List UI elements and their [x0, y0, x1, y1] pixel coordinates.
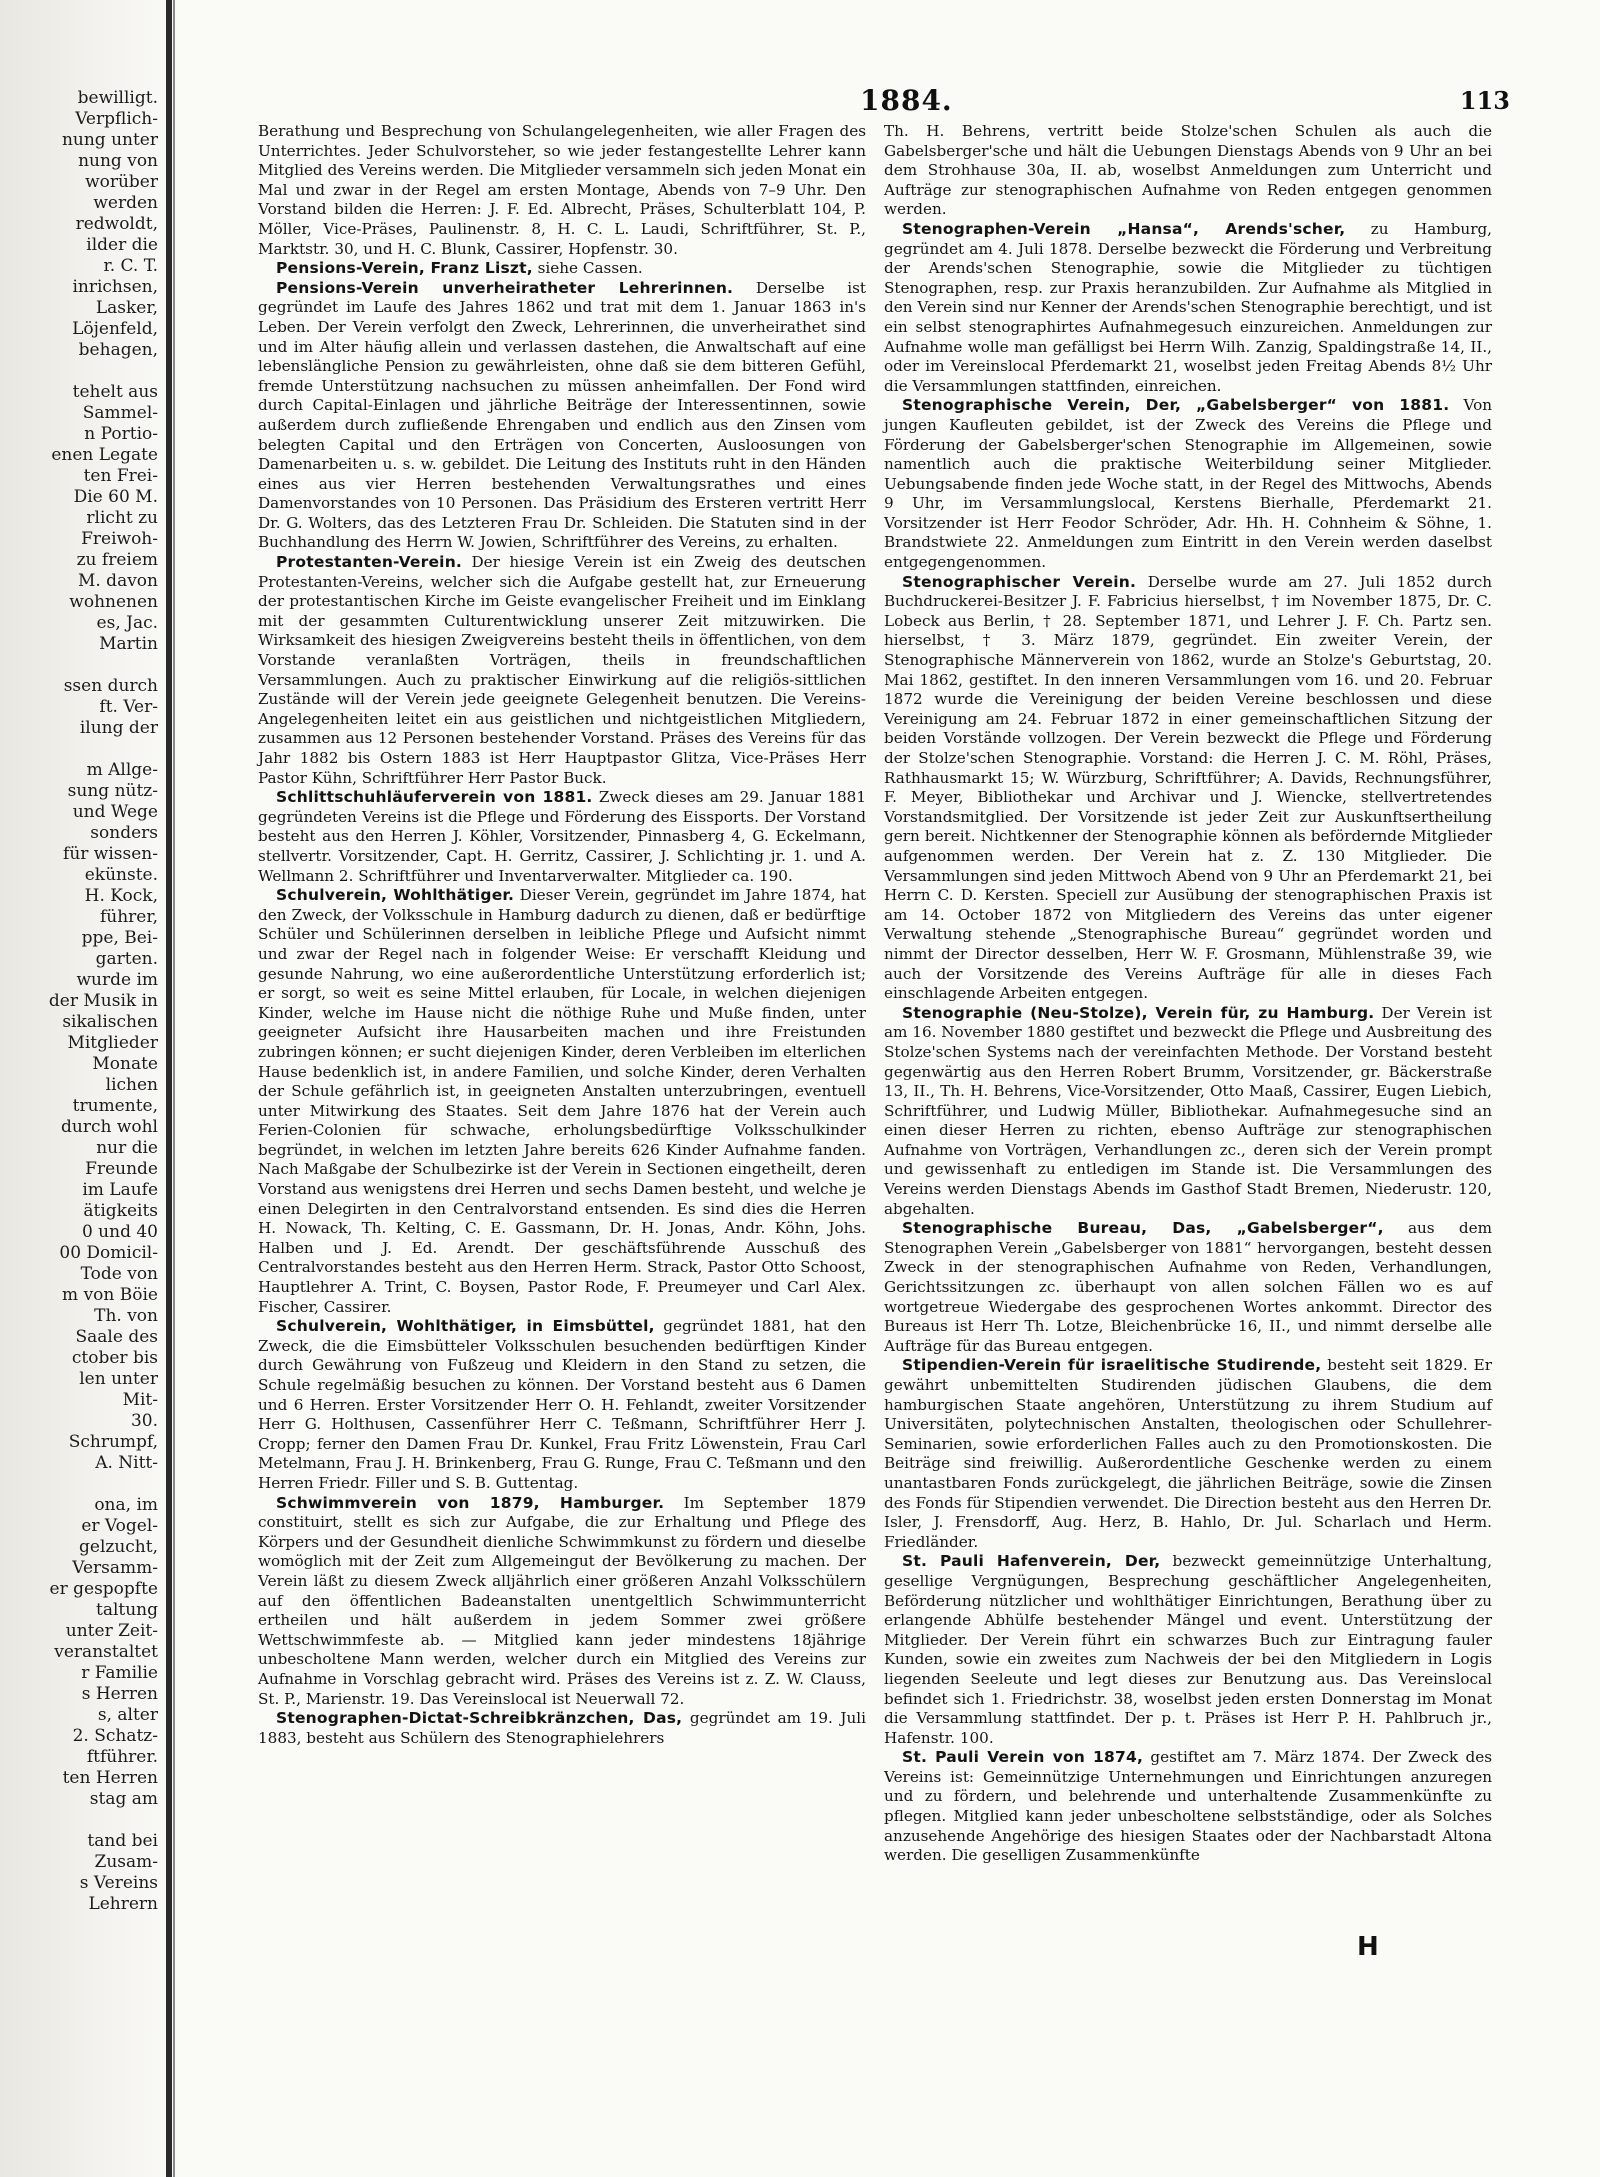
fragment-line: führer,: [99, 907, 158, 927]
fragment-line: zu freiem: [76, 550, 158, 570]
fragment-line: nur die: [96, 1138, 158, 1158]
directory-entry: [884, 573, 1492, 1004]
fragment-line: ätigkeits: [83, 1201, 158, 1221]
fragment-line: 30.: [130, 1411, 158, 1431]
entry-text: Der hiesige Verein ist ein Zweig des deutschen Protestanten-Vereins, welcher sich die Aufgabe gestellt hat, zur Erneuerung der protestantischen Kirche im Geiste evangelischer Freiheit und im Einklang mit der gesammten Culturentwicklung unserer Zeit mitzuwirken. Die Wirksamkeit des hiesigen Zweigvereins besteht theils in öffentlichen, von dem Vorstande veranlaßten Vorträgen, theils in freundschaftlichen Versammlungen. Auch zu praktischer Einwirkung auf die religiös-sittlichen Zustände will der Verein jede geeignete Gelegenheit benutzen. Die Vereins-Angelegenheiten leitet ein aus geistlichen und nichtgeistlichen Mitgliedern, zusammen aus 12 Personen bestehender Vorstand. Präses des Vereins für das Jahr 1882 bis Ostern 1883 ist Herr Hauptpastor Glitza, Vice-Präses Herr Pastor Kühn, Schriftführer Herr Pastor Buck.: [258, 553, 867, 787]
fragment-line: m Allge-: [86, 760, 158, 780]
fragment-line: Freunde: [85, 1159, 158, 1179]
fragment-line: 2. Schatz-: [72, 1726, 158, 1746]
fragment-line: Monate: [92, 1054, 158, 1074]
fragment-line: [0, 1474, 158, 1495]
directory-entry: [884, 122, 1492, 220]
page-year: 1884.: [860, 84, 953, 117]
directory-entry: [884, 396, 1492, 572]
directory-entry: [884, 220, 1492, 396]
fragment-line: werden: [93, 193, 158, 213]
directory-entry: [258, 1494, 866, 1710]
fragment-line: ftführer.: [86, 1747, 158, 1767]
fragment-line: ctober bis: [71, 1348, 158, 1368]
fragment-line: s, alter: [97, 1705, 158, 1725]
entry-heading: Pensions-Verein unverheiratheter Lehrerinnen.: [276, 278, 734, 297]
fragment-line: es, Jac.: [96, 613, 158, 633]
fragment-line: tehelt aus: [72, 382, 158, 402]
entry-text: Zweck dieses am 29. Januar 1881 gegründeten Vereins ist die Pflege und Förderung des Eissports. Der Vorstand besteht aus den Herren J. Köhler, Vorsitzender, Pinnasberg 4, G. Eckelmann, stellvertr. Vorsitzender, Capt. H. Gerritz, Cassirer, J. Schlichting jr. 1. und A. Wellmann 2. Schriftführer und Inventarverwalter. Mitglieder ca. 190.: [258, 788, 867, 885]
fragment-line: Schrumpf,: [68, 1432, 158, 1452]
fragment-line: Die 60 M.: [73, 487, 158, 507]
fragment-line: sonders: [90, 823, 158, 843]
directory-entry: [258, 1709, 866, 1748]
fragment-line: er Vogel-: [81, 1516, 158, 1536]
entry-heading: Stipendien-Verein für israelitische Studirende,: [902, 1356, 1322, 1375]
directory-entry: [258, 259, 866, 279]
entry-heading: Stenographischer Verein.: [902, 572, 1137, 591]
fragment-line: im Laufe: [82, 1180, 158, 1200]
fragment-line: gelzucht,: [79, 1537, 158, 1557]
fragment-line: nung unter: [61, 130, 158, 150]
entry-heading: Protestanten-Verein.: [276, 553, 463, 572]
fragment-line: Mit-: [122, 1390, 158, 1410]
fragment-line: nung von: [78, 151, 158, 171]
fragment-line: trumente,: [72, 1096, 158, 1116]
fragment-line: Löjenfeld,: [72, 319, 158, 339]
fragment-line: sung nütz-: [67, 781, 158, 801]
entry-heading: Pensions-Verein, Franz Liszt,: [276, 259, 533, 278]
fragment-line: H. Kock,: [84, 886, 158, 906]
entry-text: gegründet 1881, hat den Zweck, die die Eimsbütteler Volksschulen besuchenden bedürftigen Kinder durch Gewährung von Fußzeug und Kleidern in den Stand zu setzen, die Schule regelmäßig besuchen zu können. Der Vorstand besteht aus 6 Damen und 6 Herren. Erster Vorsitzender Herr O. H. Fehlandt, zweiter Vorsitzender Herr G. Holthusen, Cassenführer Herr C. Teßmann, Schriftführer Herr J. Cropp; ferner den Damen Frau Dr. Kunkel, Frau Fritz Löwenstein, Frau Carl Metelmann, Frau J. H. Brinkenberg, Frau G. Runge, Frau C. Teßmann und den Herren Friedr. Filler und S. B. Guttentag.: [258, 1317, 866, 1492]
fragment-line: n Portio-: [84, 424, 158, 444]
fragment-line: ekünste.: [84, 865, 158, 885]
fragment-line: [0, 655, 158, 676]
fragment-line: ilder die: [86, 235, 158, 255]
fragment-line: A. Nitt-: [95, 1453, 158, 1473]
entry-text: siehe Cassen.: [537, 259, 643, 278]
fragment-line: wohnenen: [69, 592, 158, 612]
entry-text: gestiftet am 7. März 1874. Der Zweck des Vereins ist: Gemeinnützige Unternehmungen und Einrichtungen anzuregen und zu fördern, und belehrende und unterhaltende Zusammenkünfte zu pflegen. Mitglied kann jeder unbescholtene selbstständige, oder als Solches anzusehende Angehörige des hiesigen Staates oder der Nachbarstadt Altona werden. Die geselligen Zusammenkünfte: [884, 1748, 1493, 1865]
fragment-line: für wissen-: [63, 844, 158, 864]
right-column: [884, 122, 1492, 1866]
previous-page-fragment-column: [0, 88, 158, 1938]
fragment-line: tand bei: [87, 1831, 158, 1851]
fragment-line: ten Frei-: [83, 466, 158, 486]
directory-entry: [258, 886, 866, 1317]
fragment-line: Sammel-: [82, 403, 158, 423]
fragment-line: Saale des: [75, 1327, 158, 1347]
fragment-line: redwoldt,: [75, 214, 158, 234]
fragment-line: [0, 739, 158, 760]
entry-heading: Schlittschuhläuferverein von 1881.: [276, 788, 593, 807]
fragment-line: der Musik in: [48, 991, 158, 1011]
entry-heading: Stenographische Verein, Der, „Gabelsberger“ von 1881.: [902, 396, 1450, 415]
fragment-line: M. davon: [77, 571, 158, 591]
fragment-line: rlicht zu: [86, 508, 158, 528]
directory-entry: [884, 1552, 1492, 1748]
fragment-line: Mitglieder: [67, 1033, 158, 1053]
fragment-line: bewilligt.: [77, 88, 158, 108]
page-header: [260, 84, 1510, 117]
entry-text: aus dem Stenographen Verein „Gabelsberger von 1881“ hervorgangen, besteht dessen Zweck in der stenographischen Aufnahme von Reden, Verhandlungen, Gerichtssitzungen zc. überhaupt von allen solchen Fällen wo es auf wortgetreue Wiedergabe des gesprochenen Wortes ankommt. Director des Bureaus ist Herr Th. Lotze, Bleichenbrücke 16, II., und nimmt derselbe alle Aufträge für das Bureau entgegen.: [884, 1219, 1493, 1355]
fragment-line: Lasker,: [95, 298, 158, 318]
directory-entry: [258, 279, 866, 553]
fragment-line: Th. von: [94, 1306, 158, 1326]
fragment-line: 0 und 40: [81, 1222, 158, 1242]
fragment-line: behagen,: [78, 340, 158, 360]
entry-heading: St. Pauli Verein von 1874,: [902, 1748, 1144, 1767]
fragment-line: r Familie: [81, 1663, 158, 1683]
binding-edge-inner: [173, 0, 175, 2177]
fragment-line: ft. Ver-: [99, 697, 158, 717]
fragment-line: er gespopfte: [49, 1579, 158, 1599]
fragment-line: ssen durch: [63, 676, 158, 696]
fragment-line: durch wohl: [60, 1117, 158, 1137]
fragment-line: [0, 361, 158, 382]
directory-entry: [258, 1317, 866, 1493]
fragment-line: stag am: [89, 1789, 158, 1809]
fragment-line: r. C. T.: [103, 256, 158, 276]
left-column: [258, 122, 866, 1748]
entry-heading: Schulverein, Wohlthätiger.: [276, 886, 515, 905]
fragment-line: Tode von: [80, 1264, 158, 1284]
entry-text: zu Hamburg, gegründet am 4. Juli 1878. Derselbe bezweckt die Förderung und Verbreitung der Arends'schen Stenographie, sowie die Mitglieder zu tüchtigen Stenographen, resp. zur Praxis heranzubilden. Zur Aufnahme als Mitglied in den Verein sind nur Kenner der Arends'schen Stenographie berechtigt, und ist ein selbst stenographirtes Aufnahmegesuch einzureichen. Anmeldungen zur Aufnahme wolle man gefälligst bei Herrn Wilh. Zanzig, Spaldingstraße 14, II., oder im Vereinslocal Pferdemarkt 21, woselbst jeden Freitag Abends 8½ Uhr die Versammlungen stattfinden, einreichen.: [884, 219, 1493, 395]
fragment-line: m von Böie: [62, 1285, 158, 1305]
fragment-line: [0, 1810, 158, 1831]
fragment-line: ppe, Bei-: [81, 928, 158, 948]
fragment-line: veranstaltet: [54, 1642, 158, 1662]
entry-heading: Stenographische Bureau, Das, „Gabelsberger“,: [902, 1219, 1384, 1238]
page-number: 113: [1459, 86, 1510, 115]
entry-heading: Stenographen-Dictat-Schreibkränzchen, Das,: [276, 1709, 683, 1728]
fragment-line: und Wege: [72, 802, 158, 822]
fragment-line: wurde im: [76, 970, 158, 990]
fragment-line: sikalischen: [62, 1012, 158, 1032]
fragment-line: Lehrern: [88, 1894, 158, 1914]
signature-mark: H: [1357, 1932, 1379, 1962]
fragment-line: Martin: [99, 634, 158, 654]
entry-text: Th. H. Behrens, vertritt beide Stolze'schen Schulen als auch die Gabelsberger'sche und hält die Uebungen Dienstags Abends von 9 Uhr an bei dem Strohhause 30a, II. ab, woselbst Anmeldungen zum Unterricht und Aufträge zur stenographischen Aufnahme von Reden entgegen genommen werden.: [884, 122, 1492, 219]
directory-entry: [884, 1219, 1492, 1356]
entry-heading: Stenographen-Verein „Hansa“, Arends'scher,: [902, 219, 1346, 238]
fragment-line: ona, im: [94, 1495, 158, 1515]
fragment-line: s Vereins: [79, 1873, 158, 1893]
fragment-line: garten.: [95, 949, 158, 969]
directory-entry: [258, 788, 866, 886]
entry-heading: Stenographie (Neu-Stolze), Verein für, zu Hamburg.: [902, 1003, 1375, 1022]
entry-text: Im September 1879 constituirt, stellt es sich zur Aufgabe, die zur Erhaltung und Pflege des Körpers und der Gesundheit dienliche Schwimmkunst zu fördern und dieselbe womöglich mit der Zeit zum Allgemeingut der Bevölkerung zu machen. Der Verein läßt zu diesem Zweck alljährlich einer größeren Anzahl Volksschülern auf den öffentlichen Badeanstalten unentgeltlich Schwimmunterricht ertheilen und hält außerdem in jedem Sommer zwei größere Wettschwimmfeste ab. — Mitglied kann jeder mindestens 18jährige unbescholtene Mann werden, welcher durch ein Mitglied des Vereins zur Aufnahme in Vorschlag gebracht wird. Präses des Vereins ist z. Z. W. Clauss, St. P., Marienstr. 19. Das Vereinslocal ist Neuerwall 72.: [258, 1493, 866, 1708]
fragment-line: Verpflich-: [75, 109, 158, 129]
entry-text: Von jungen Kaufleuten gebildet, ist der Zweck des Vereins die Pflege und Förderung der Gabelsberger'schen Stenographie im Allgemeinen, sowie namentlich auch die praktische Weiterbildung seiner Mitglieder. Uebungsabende finden jede Woche statt, in der Regel des Mittwochs, Abends 9 Uhr, im Versammlungslocal, Kerstens Bierhalle, Pferdemarkt 21. Vorsitzender ist Herr Feodor Schröder, Adr. Hh. H. Cohnheim & Söhne, 1. Brandstwiete 22. Anmeldungen zum Eintritt in den Verein werden daselbst entgegengenommen.: [884, 396, 1492, 572]
binding-edge: [166, 0, 172, 2177]
entry-text: Derselbe wurde am 27. Juli 1852 durch Buchdruckerei-Besitzer J. F. Fabricius hierselbst, † im November 1875, Dr. C. Lobeck aus Berlin, † 28. September 1871, und Lehrer J. F. Ch. Partz sen. hierselbst, † 3. März 1879, gegründet. Ein zweiter Verein, der Stenographische Männerverein von 1862, wurde an Stolze's Geburtstag, 20. Mai 1862, gestiftet. In den inneren Versammlungen vom 16. und 20. Februar 1872 wurde die Vereinigung der beiden Vereine beschlossen und diese Vereinigung am 24. Februar 1872 in einer gemeinschaftlichen Sitzung der beiden Vorstände vollzogen. Der Verein bezweckt die Pflege und Förderung der Stolze'schen Stenographie. Vorstand: die Herren J. C. M. Röhl, Präses, Rathhausmarkt 15; W. Würzburg, Schriftführer; A. Davids, Rechnungsführer, F. Meyer, Bibliothekar und Archivar und J. Wiencke, stellvertretendes Vorstandsmitglied. Der Vorsitzende ist jeder Zeit zur Auskunftsertheilung gern bereit. Nichtkenner der Stenographie können als befördernde Mitglieder aufgenommen werden. Der Verein hat z. Z. 130 Mitglieder. Die Versammlungen sind jeden Mittwoch Abend von 9 Uhr an Pferdemarkt 21, bei Herrn C. D. Kersten. Speciell zur Ausübung der stenographischen Praxis ist am 14. October 1872 von Mitgliedern des Vereins das unter eigener Verwaltung stehende „Stenographische Bureau“ gegründet worden und nimmt der Director desselben, Herr W. F. Grosmann, Mühlenstraße 39, wie auch der Vorsitzende des Vereins Aufträge für alle in dieses Fach einschlagende Arbeiten entgegen.: [884, 572, 1493, 1003]
fragment-line: inrichsen,: [72, 277, 158, 297]
directory-entry: [258, 122, 866, 259]
fragment-line: len unter: [79, 1369, 158, 1389]
entry-heading: Schwimmverein von 1879, Hamburger.: [276, 1493, 665, 1512]
fragment-line: taltung: [95, 1600, 158, 1620]
entry-heading: St. Pauli Hafenverein, Der,: [902, 1552, 1161, 1571]
directory-entry: [884, 1748, 1492, 1866]
fragment-line: worüber: [85, 172, 158, 192]
fragment-line: Versamm-: [72, 1558, 158, 1578]
directory-entry: [884, 1356, 1492, 1552]
fragment-line: unter Zeit-: [65, 1621, 158, 1641]
entry-text: gegründet am 19. Juli 1883, besteht aus Schülern des Stenographielehrers: [258, 1709, 867, 1747]
fragment-line: Zusam-: [94, 1852, 158, 1872]
entry-text: Derselbe ist gegründet im Laufe des Jahres 1862 und trat mit dem 1. Januar 1863 in's Leben. Der Verein verfolgt den Zweck, Lehrerinnen, die unverheirathet sind und im Alter häufig allein und verlassen dastehen, die Anwaltschaft auf eine lebenslängliche Pension zu gewährleisten, ohne daß sie dem bitteren Gefühl, fremde Unterstützung nachsuchen zu müssen anheimfallen. Der Fond wird durch Capital-Einlagen und jährliche Beiträge der Interessentinnen, sowie außerdem durch zufließende Ehrengaben und endlich aus den Zinsen vom belegten Capital und den Erträgen von Concerten, Ausloosungen von Damenarbeiten u. s. w. gebildet. Die Leitung des Instituts ruht in den Händen eines aus vier Herren bestehenden Verwaltungsrathes und eines Damenvorstandes von 10 Personen. Das Präsidium des Ersteren vertritt Herr Dr. G. Wolters, das des Letzteren Frau Dr. Schleiden. Die Statuten sind in der Buchhandlung des Herrn W. Jowien, Schriftführer des Vereins, zu erhalten.: [258, 278, 867, 552]
fragment-line: s Herren: [81, 1684, 158, 1704]
entry-text: besteht seit 1829. Er gewährt unbemittelten Studirenden jüdischen Glaubens, die dem hamburgischen Staate angehören, Unterstützung zu ihrem Studium auf Universitäten, polytechnischen Anstalten, theologischen oder Schullehrer-Seminarien, sowie erforderlichen Falles auch zu den Promotionskosten. Die Beiträge sind freiwillig. Außerordentliche Geschenke werden zu einem unantastbaren Fonds zurückgelegt, die jährlichen Beiträge, sowie die Zinsen des Fonds für Stipendien verwendet. Die Direction besteht aus den Herren Dr. Isler, J. Frensdorff, Aug. Herz, B. Hahlo, Dr. Jul. Scharlach und Herm. Friedländer.: [884, 1356, 1493, 1551]
entry-text: Berathung und Besprechung von Schulangelegenheiten, wie aller Fragen des Unterrichtes. Jeder Schulvorsteher, so wie jeder festangestellte Lehrer kann Mitglied des Vereins werden. Die Mitglieder versammeln sich jeden Monat ein Mal und zwar in der Regel am ersten Montage, Abends von 7–9 Uhr. Den Vorstand bilden die Herren: J. F. Ed. Albrecht, Präses, Schulterblatt 104, P. Möller, Vice-Präses, Paulinenstr. 8, H. C. L. Laudi, Schriftführer, St. P., Marktstr. 30, und H. C. Blunk, Cassirer, Hopfenstr. 30.: [258, 122, 866, 258]
entry-text: Der Verein ist am 16. November 1880 gestiftet und bezweckt die Pflege und Ausbreitung des Stolze'schen Systems nach der vereinfachten Methode. Der Vorstand besteht gegenwärtig aus den Herren Robert Brumm, Vorsitzender, gr. Bäckerstraße 13, II., Th. H. Behrens, Vice-Vorsitzender, Otto Maaß, Cassirer, Eugen Liebich, Schriftführer, und Ludwig Müller, Bibliothekar. Aufnahmegesuche sind an einen dieser Herren zu richten, ebenso Aufträge zur stenographischen Aufnahme von Vorträgen, Verhandlungen zc., deren sich der Verein prompt und gewissenhaft zu entledigen im Stande ist. Die Versammlungen des Vereins werden Dienstags Abends im Gasthof Stadt Bremen, Niederustr. 120, abgehalten.: [884, 1003, 1492, 1218]
fragment-line: ten Herren: [62, 1768, 158, 1788]
fragment-line: lichen: [105, 1075, 158, 1095]
entry-heading: Schulverein, Wohlthätiger, in Eimsbüttel,: [276, 1317, 655, 1336]
fragment-line: enen Legate: [51, 445, 158, 465]
directory-entry: [884, 1004, 1492, 1220]
entry-text: Dieser Verein, gegründet im Jahre 1874, hat den Zweck, der Volksschule in Hamburg dadurch zu dienen, daß er bedürftige Schüler und Schülerinnen derselben in leibliche Pflege und Aufsicht nimmt und zwar der Regel nach in folgender Weise: Er verschafft Kleidung und gesunde Nahrung, wo eine außerordentliche Unterstützung erforderlich ist; er sorgt, so weit es seine Mittel erlauben, für Locale, in welchen diejenigen Kinder, welche im Hause nicht die nöthige Ruhe und Muße finden, unter geeigneter Aufsicht ihre Hausarbeiten machen und ihre Freistunden zubringen können; er sucht diejenigen Kinder, deren Verbleiben im elterlichen Hause bedenklich ist, in andere Familien, und solche Kinder, deren Verhalten der Schule gefährlich ist, in geeigneten Anstalten unterzubringen, eventuell unter Mitwirkung des Staates. Seit dem Jahre 1876 hat der Verein auch Ferien-Colonien für schwache, erholungsbedürftige Volksschulkinder begründet, in welchen im letzten Jahre bereits 626 Kinder Aufnahme fanden. Nach Maßgabe der Schulbezirke ist der Verein in Sectionen eingetheilt, deren Vorstand aus wenigstens drei Herren und sechs Damen besteht, und welche je einen Delegirten in den Centralvorstand entsenden. Es sind dies die Herren H. Nowack, Th. Kelting, C. E. Gassmann, Dr. H. Jonas, Andr. Köhn, Johs. Halben und J. Ed. Arendt. Der geschäftsführende Ausschuß des Centralvorstandes besteht aus den Herren Herm. Strack, Pastor Otto Schoost, Hauptlehrer A. Trint, C. Boysen, Pastor Rode, F. Preumeyer und Carl Alex. Fischer, Cassirer.: [258, 886, 866, 1316]
entry-text: bezweckt gemeinnützige Unterhaltung, gesellige Vergnügungen, Besprechung geschäftlicher Angelegenheiten, Beförderung nützlicher und wohlthätiger Einrichtungen, Berathung über zu erlangende Abhülfe bestehender Mängel und event. Unterstützung der Mitglieder. Der Verein führt ein schwarzes Buch zur Eintragung fauler Kunden, sowie ein zweites zum Nachweis der bei den Mitgliedern in Logis liegenden Seeleute und legt dieses zur Benutzung aus. Das Vereinslocal befindet sich 1. Friedrichstr. 38, woselbst jeden ersten Donnerstag im Monat die Versammlung stattfindet. Der p. t. Präses ist Herr P. H. Pahlbruch jr., Hafenstr. 100.: [884, 1552, 1493, 1747]
fragment-line: ilung der: [79, 718, 158, 738]
directory-entry: [258, 553, 866, 788]
fragment-line: 00 Domicil-: [59, 1243, 158, 1263]
fragment-line: Freiwoh-: [81, 529, 158, 549]
